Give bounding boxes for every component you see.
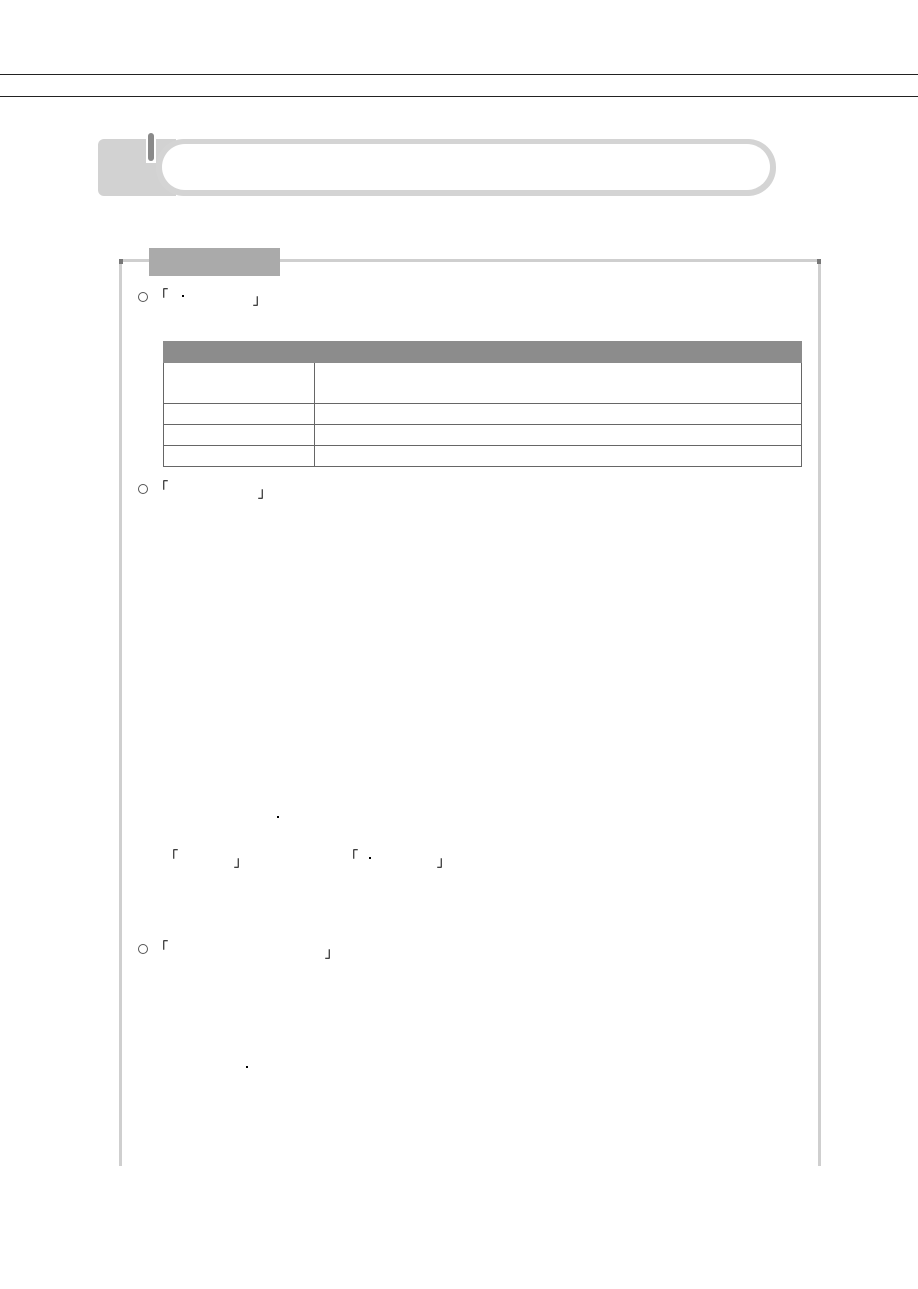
frame-right-border xyxy=(818,259,821,1166)
circle-bullet-icon xyxy=(138,292,148,302)
table-cell xyxy=(315,363,802,404)
close-bracket: 」 xyxy=(325,946,339,961)
open-bracket: 「 xyxy=(165,850,179,865)
table-cell xyxy=(164,425,315,446)
close-bracket: 」 xyxy=(437,855,451,870)
table-cell xyxy=(315,404,802,425)
circle-bullet-icon xyxy=(138,944,148,954)
title-banner xyxy=(98,139,776,196)
table-header-cell xyxy=(315,342,802,363)
comma-mark xyxy=(369,857,371,859)
table-row xyxy=(164,363,802,404)
banner-marker-icon xyxy=(148,133,154,161)
comma-mark xyxy=(246,1066,248,1068)
table-cell xyxy=(164,363,315,404)
middle-dot xyxy=(182,295,184,297)
circle-bullet-icon xyxy=(138,484,148,494)
open-bracket: 「 xyxy=(155,941,169,956)
table-cell xyxy=(315,425,802,446)
comma-mark xyxy=(277,816,279,818)
frame-corner-left xyxy=(119,259,123,264)
data-table xyxy=(163,341,802,467)
table-row xyxy=(164,446,802,467)
close-bracket: 」 xyxy=(258,486,272,501)
table-header-row xyxy=(164,342,802,363)
table-cell xyxy=(315,446,802,467)
banner-pill-inner xyxy=(162,144,770,190)
open-bracket: 「 xyxy=(155,481,169,496)
header-rule-bottom xyxy=(0,96,918,97)
table-row xyxy=(164,404,802,425)
section-label xyxy=(149,248,280,276)
close-bracket: 」 xyxy=(234,855,248,870)
header-rule-top xyxy=(0,74,918,75)
table-cell xyxy=(164,446,315,467)
close-bracket: 」 xyxy=(253,293,267,308)
frame-left-border xyxy=(119,259,122,1166)
table-header-cell xyxy=(164,342,315,363)
open-bracket: 「 xyxy=(155,289,169,304)
table-row xyxy=(164,425,802,446)
open-bracket: 「 xyxy=(345,850,359,865)
frame-corner-right xyxy=(817,259,821,264)
table-cell xyxy=(164,404,315,425)
